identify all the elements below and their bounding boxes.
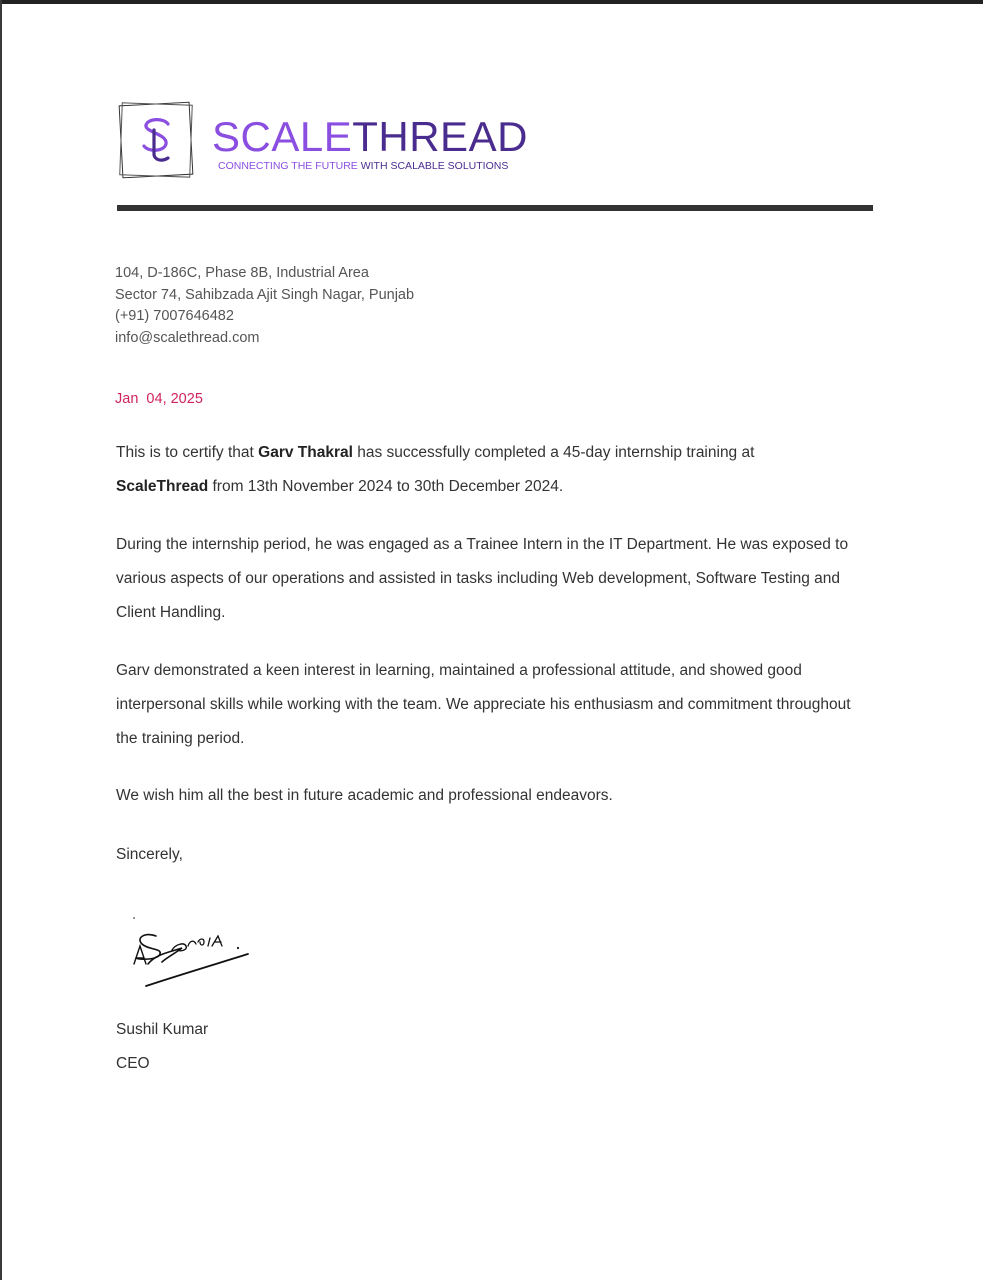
closing-salutation: Sincerely, [116, 846, 183, 863]
certification-paragraph [116, 436, 876, 504]
company-email: info@scalethread.com [115, 330, 260, 347]
page-left-border [0, 0, 2, 1280]
p1-text-c: from 13th November 2024 to 30th December 2024. [208, 478, 564, 495]
company-name-part1: SCALE [212, 113, 353, 160]
page-top-border [0, 0, 983, 4]
tagline-part1: CONNECTING THE FUTURE [218, 160, 361, 172]
address-line-1: 104, D-186C, Phase 8B, Industrial Area [115, 265, 369, 281]
company-address [115, 263, 414, 350]
letter-date: Jan 04, 2025 [115, 391, 203, 407]
company-name [212, 112, 528, 162]
performance-paragraph: Garv demonstrated a keen interest in learning, maintained a professional attitude, and showed good interpersonal skills while working with the team. We appreciate his enthusiasm and commitment throughout the training period. [116, 662, 851, 747]
scalethread-logo-icon [114, 98, 198, 184]
company-name-part2: THREAD [352, 113, 528, 160]
svg-text:S: S [156, 142, 157, 143]
company-tagline [218, 160, 508, 173]
signer-name: Sushil Kumar [116, 1021, 209, 1038]
handwritten-signature [126, 908, 258, 992]
company-name-inline: ScaleThread [116, 478, 209, 495]
wishes-paragraph: We wish him all the best in future academic and professional endeavors. [116, 787, 613, 804]
header-divider [117, 205, 873, 211]
company-phone: (+91) 7007646482 [115, 308, 234, 325]
signer-title: CEO [116, 1055, 150, 1072]
signer-block [116, 1013, 208, 1081]
internship-details-paragraph: During the internship period, he was engaged as a Trainee Intern in the IT Department. He was exposed to various aspects of our operations and assisted in tasks including Web development, Software Testing and Client Handling. [116, 536, 849, 621]
p1-text-b: has successfully completed a 45-day internship training at [352, 444, 755, 461]
intern-name: Garv Thakral [258, 444, 353, 461]
address-line-2: Sector 74, Sahibzada Ajit Singh Nagar, Punjab [115, 286, 415, 303]
tagline-part2: WITH SCALABLE SOLUTIONS [360, 160, 509, 172]
p1-text-a: This is to certify that [116, 444, 259, 461]
